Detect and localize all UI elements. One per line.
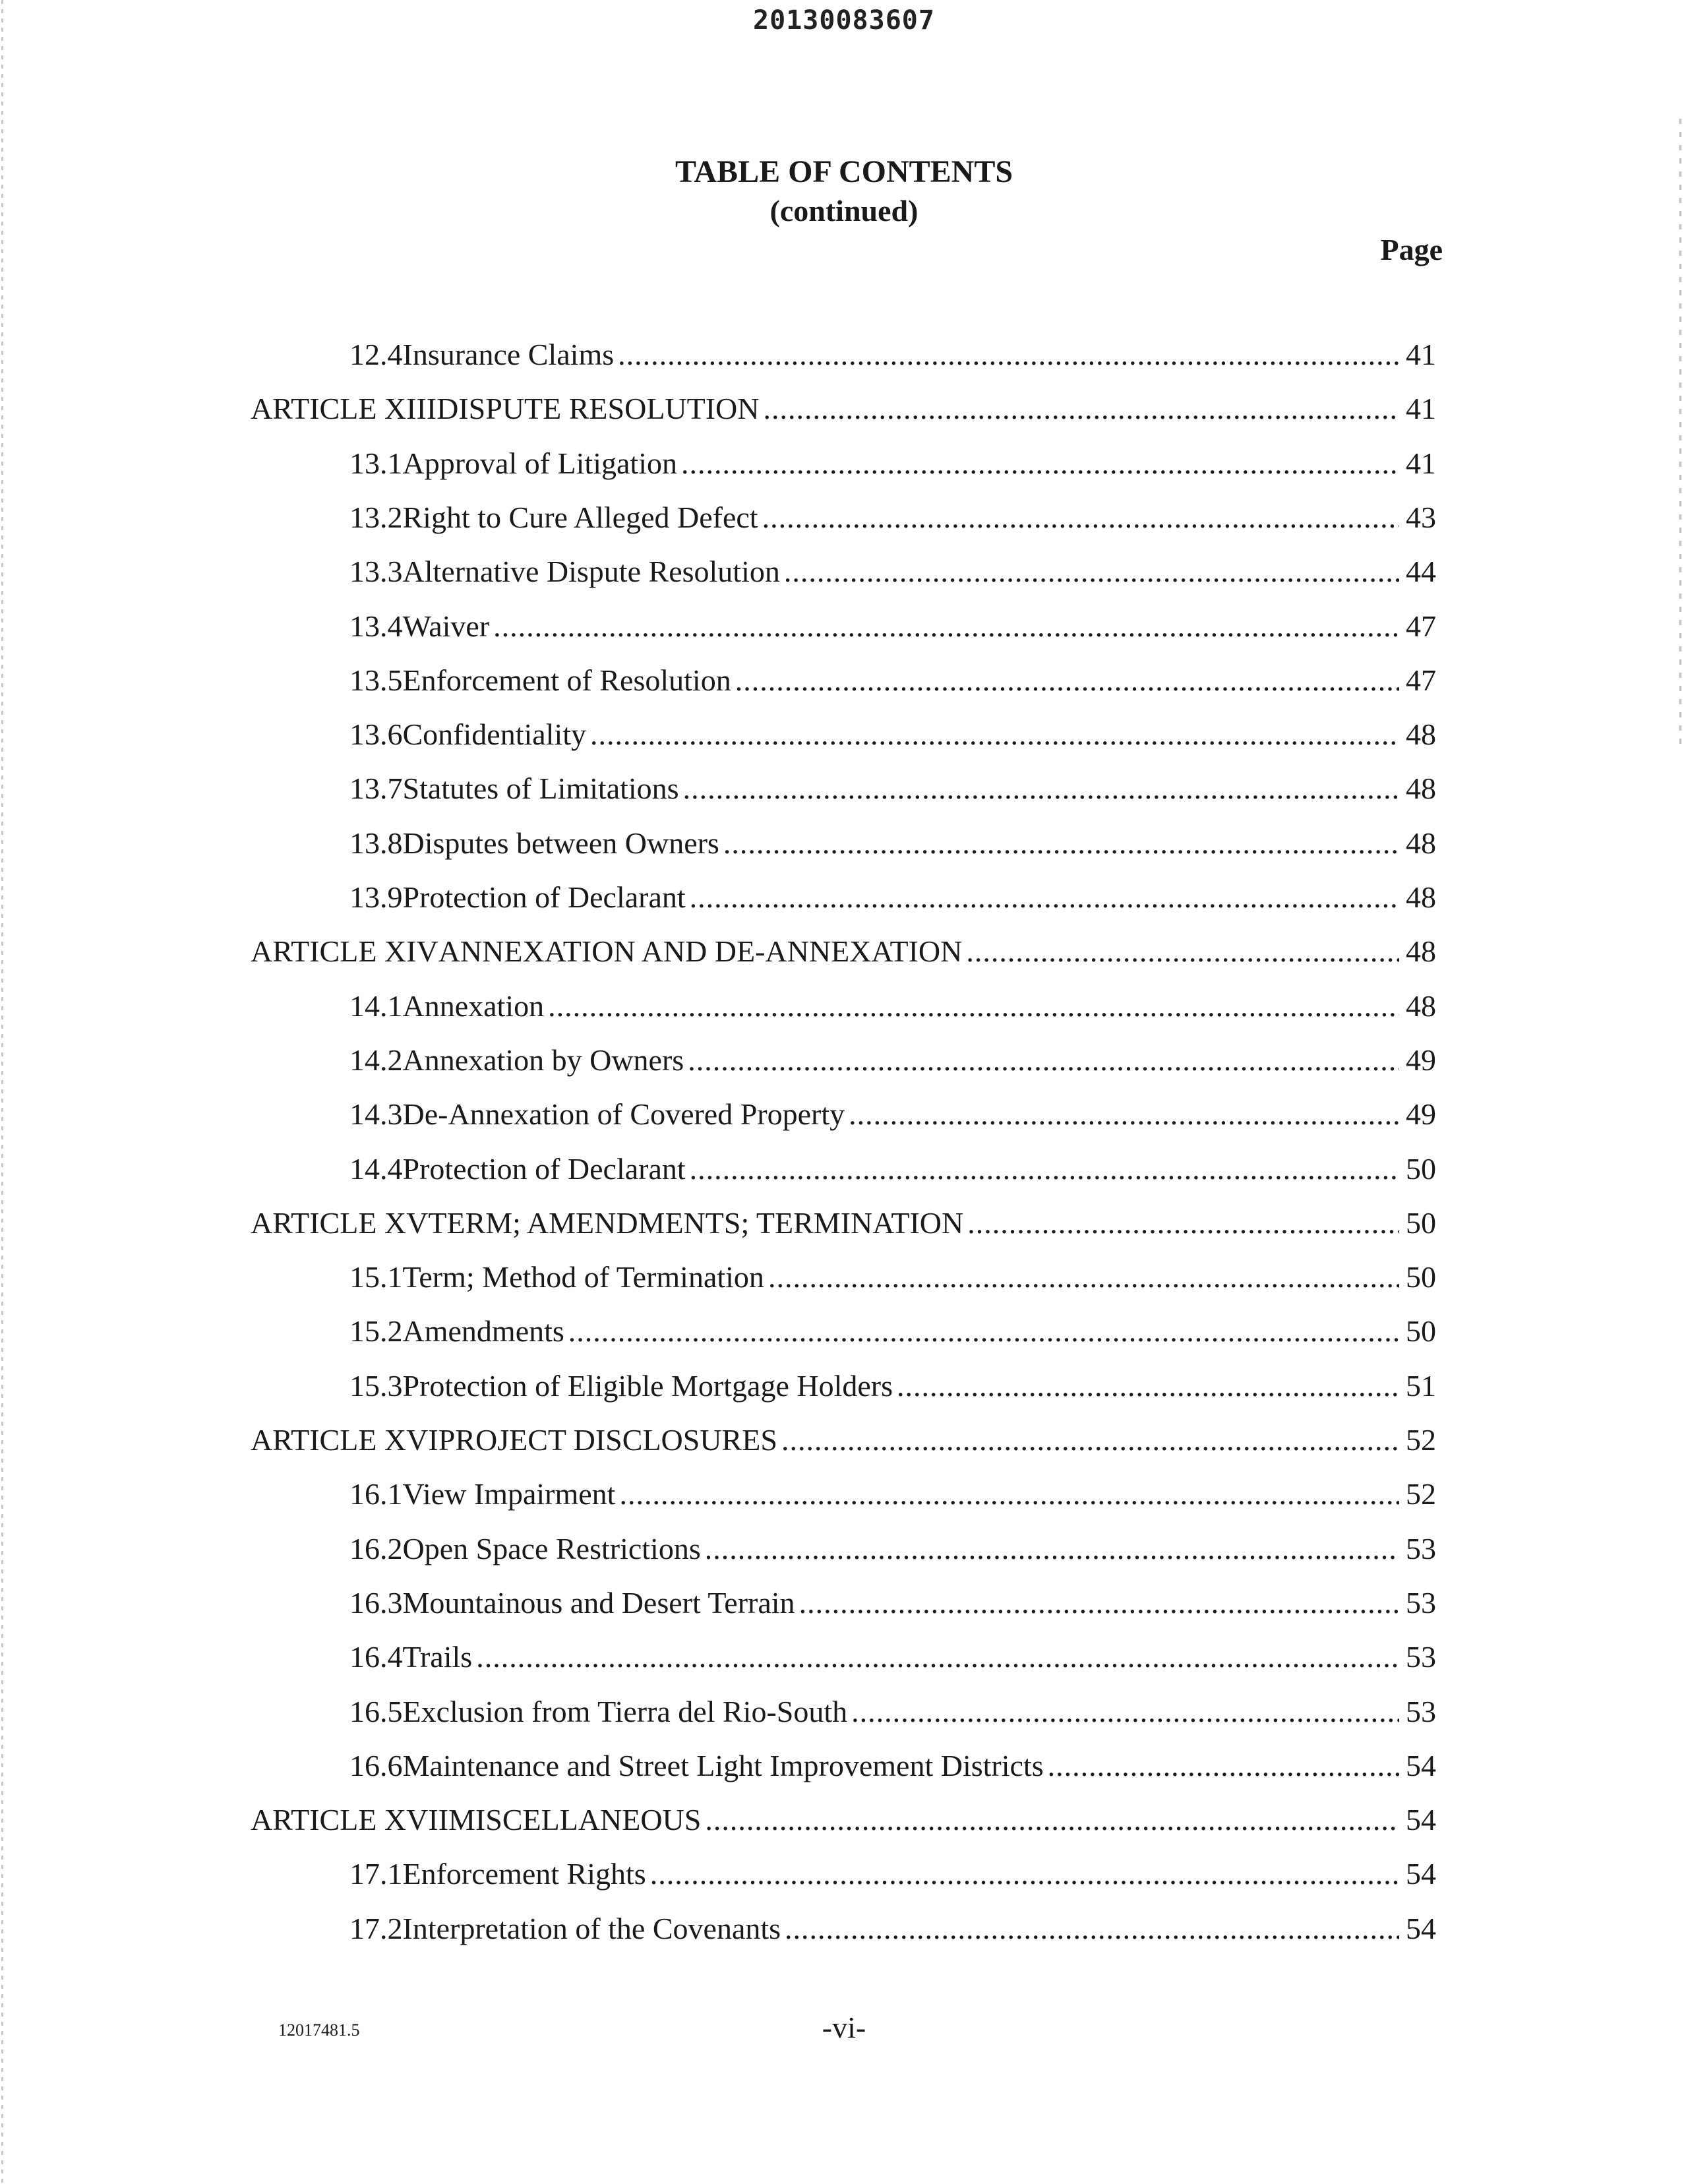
toc-section-row (349, 1909, 1436, 1949)
toc-entry-label: Alternative Dispute Resolution (402, 555, 780, 588)
toc-entry-label: Insurance Claims (402, 338, 615, 371)
toc-dot-leader (618, 335, 1399, 375)
toc-entry-page: 54 (1406, 1912, 1436, 1945)
toc-entry-number: ARTICLE XIII (251, 392, 437, 425)
page-title: TABLE OF CONTENTS (675, 154, 1013, 189)
toc-section-row (349, 1583, 1436, 1623)
toc-entry-page: 48 (1406, 989, 1436, 1023)
toc-entry-number: 13.6 (349, 717, 403, 751)
page-column-header: Page (1380, 233, 1443, 266)
toc-article-row (251, 389, 1436, 429)
toc-entry-label: Trails (402, 1640, 473, 1674)
toc-entry-number: 15.1 (349, 1260, 403, 1294)
toc-entry-page: 51 (1406, 1369, 1436, 1403)
toc-entry-label: Exclusion from Tierra del Rio-South (402, 1695, 848, 1728)
toc-entry-label: DISPUTE RESOLUTION (437, 392, 760, 425)
toc-entry-page: 50 (1406, 1206, 1436, 1240)
toc-section-row (349, 1366, 1436, 1406)
toc-entry-page: 48 (1406, 880, 1436, 914)
toc-entry-number: 14.3 (349, 1097, 403, 1131)
toc-dot-leader (690, 878, 1399, 917)
toc-dot-leader (548, 986, 1399, 1026)
toc-section-row (349, 1474, 1436, 1514)
toc-dot-leader (849, 1095, 1399, 1134)
toc-entry-label: Enforcement of Resolution (402, 663, 731, 697)
toc-entry-label: De-Annexation of Covered Property (402, 1097, 845, 1131)
toc-entry-number: 16.4 (349, 1640, 403, 1674)
toc-entry-number: 16.3 (349, 1586, 403, 1620)
toc-entry-number: ARTICLE XVII (251, 1803, 449, 1836)
toc-entry-page: 54 (1406, 1749, 1436, 1782)
document-id-stamp: 20130083607 (753, 5, 935, 36)
page-subtitle: (continued) (769, 194, 919, 228)
toc-dot-leader (762, 498, 1399, 537)
toc-section-row (349, 1312, 1436, 1351)
toc-article-row (251, 1420, 1436, 1460)
toc-section-row (349, 878, 1436, 917)
toc-entry-number: 16.5 (349, 1695, 403, 1728)
footer-page-number: -vi- (822, 2011, 866, 2044)
toc-entry-number: 13.9 (349, 880, 403, 914)
toc-entry-page: 53 (1406, 1640, 1436, 1674)
toc-entry-label: Confidentiality (402, 717, 587, 751)
toc-entry-page: 53 (1406, 1586, 1436, 1620)
toc-entry-number: 13.3 (349, 555, 403, 588)
toc-dot-leader (851, 1692, 1399, 1732)
toc-section-row (349, 1529, 1436, 1569)
toc-section-row (349, 824, 1436, 863)
toc-entry-page: 48 (1406, 717, 1436, 751)
toc-section-row (349, 552, 1436, 592)
toc-section-row (349, 607, 1436, 646)
toc-entry-page: 53 (1406, 1695, 1436, 1728)
toc-entry-number: ARTICLE XIV (251, 934, 438, 968)
toc-entry-page: 52 (1406, 1423, 1436, 1457)
toc-section-row (349, 1637, 1436, 1677)
toc-entry-number: 15.2 (349, 1314, 403, 1348)
toc-section-row (349, 769, 1436, 808)
toc-entry-page: 41 (1406, 446, 1436, 480)
toc-dot-leader (493, 607, 1399, 646)
toc-dot-leader (568, 1312, 1399, 1351)
toc-dot-leader (785, 1909, 1399, 1949)
toc-dot-leader (590, 715, 1399, 754)
toc-section-row (349, 715, 1436, 754)
toc-section-row (349, 986, 1436, 1026)
toc-section-row (349, 1095, 1436, 1134)
footer-doc-number: 12017481.5 (278, 2020, 360, 2040)
toc-entry-number: 14.4 (349, 1152, 403, 1186)
toc-entry-number: 14.2 (349, 1043, 403, 1077)
toc-entry-label: Open Space Restrictions (402, 1532, 701, 1565)
toc-entry-number: 15.3 (349, 1369, 403, 1403)
toc-entry-number: 12.4 (349, 338, 403, 371)
toc-section-row (349, 1041, 1436, 1080)
toc-entry-page: 41 (1406, 392, 1436, 425)
toc-entry-label: MISCELLANEOUS (448, 1803, 702, 1836)
toc-section-row (349, 661, 1436, 700)
toc-dot-leader (690, 1149, 1399, 1189)
toc-entry-number: 16.6 (349, 1749, 403, 1782)
toc-dot-leader (967, 1203, 1399, 1243)
toc-entry-number: 13.1 (349, 446, 403, 480)
toc-entry-number: 16.1 (349, 1477, 403, 1511)
toc-entry-label: TERM; AMENDMENTS; TERMINATION (428, 1206, 964, 1240)
toc-dot-leader (681, 444, 1399, 483)
toc-dot-leader (784, 552, 1399, 592)
toc-entry-number: 17.1 (349, 1857, 403, 1891)
toc-entry-number: 13.7 (349, 772, 403, 805)
toc-section-row (349, 1746, 1436, 1786)
toc-entry-page: 53 (1406, 1532, 1436, 1565)
toc-entry-label: Maintenance and Street Light Improvement Districts (402, 1749, 1044, 1782)
toc-dot-leader (688, 1041, 1399, 1080)
toc-article-row (251, 1800, 1436, 1840)
toc-entry-label: Waiver (402, 609, 490, 643)
toc-dot-leader (650, 1854, 1399, 1894)
toc-entry-page: 52 (1406, 1477, 1436, 1511)
toc-section-row (349, 444, 1436, 483)
toc-entry-label: Protection of Declarant (402, 1152, 686, 1186)
toc-dot-leader (897, 1366, 1399, 1406)
toc-entry-label: ANNEXATION AND DE-ANNEXATION (438, 934, 963, 968)
toc-section-row (349, 1692, 1436, 1732)
toc-dot-leader (705, 1529, 1399, 1569)
toc-entry-label: Enforcement Rights (402, 1857, 646, 1891)
toc-entry-page: 54 (1406, 1803, 1436, 1836)
toc-dot-leader (619, 1474, 1399, 1514)
toc-entry-number: 13.2 (349, 501, 403, 534)
toc-entry-page: 50 (1406, 1260, 1436, 1294)
toc-entry-label: Statutes of Limitations (402, 772, 679, 805)
toc-dot-leader (683, 769, 1399, 808)
toc-entry-page: 54 (1406, 1857, 1436, 1891)
toc-dot-leader (723, 824, 1399, 863)
toc-dot-leader (1048, 1746, 1399, 1786)
toc-section-row (349, 498, 1436, 537)
toc-entry-page: 49 (1406, 1097, 1436, 1131)
toc-entry-label: Disputes between Owners (402, 826, 719, 860)
toc-entry-label: PROJECT DISCLOSURES (438, 1423, 777, 1457)
toc-entry-page: 44 (1406, 555, 1436, 588)
toc-entry-label: Annexation by Owners (402, 1043, 684, 1077)
toc-entry-page: 41 (1406, 338, 1436, 371)
toc-entry-page: 48 (1406, 826, 1436, 860)
toc-entry-label: Annexation (402, 989, 545, 1023)
toc-entry-label: Amendments (402, 1314, 564, 1348)
toc-article-row (251, 1203, 1436, 1243)
toc-entry-number: 16.2 (349, 1532, 403, 1565)
toc-entry-page: 43 (1406, 501, 1436, 534)
toc-entry-number: 13.5 (349, 663, 403, 697)
toc-dot-leader (764, 389, 1400, 429)
toc-entry-page: 47 (1406, 663, 1436, 697)
toc-dot-leader (476, 1637, 1399, 1677)
toc-entry-number: 17.2 (349, 1912, 403, 1945)
toc-entry-page: 50 (1406, 1152, 1436, 1186)
toc-dot-leader (781, 1420, 1399, 1460)
toc-entry-page: 47 (1406, 609, 1436, 643)
toc-entry-number: 13.8 (349, 826, 403, 860)
toc-entry-label: Term; Method of Termination (402, 1260, 764, 1294)
toc-dot-leader (768, 1258, 1399, 1297)
toc-entry-number: ARTICLE XV (251, 1206, 429, 1240)
toc-dot-leader (735, 661, 1399, 700)
toc-entry-label: Protection of Eligible Mortgage Holders (402, 1369, 893, 1403)
toc-entry-number: 14.1 (349, 989, 403, 1023)
toc-entry-label: Approval of Litigation (402, 446, 677, 480)
toc-dot-leader (705, 1800, 1399, 1840)
toc-article-row (251, 932, 1436, 971)
toc-entry-number: 13.4 (349, 609, 403, 643)
toc-section-row (349, 335, 1436, 375)
toc-entry-page: 48 (1406, 772, 1436, 805)
toc-entry-number: ARTICLE XVI (251, 1423, 438, 1457)
toc-entry-label: Interpretation of the Covenants (402, 1912, 781, 1945)
toc-entry-label: View Impairment (402, 1477, 616, 1511)
toc-entry-page: 48 (1406, 934, 1436, 968)
toc-section-row (349, 1854, 1436, 1894)
toc-entry-page: 49 (1406, 1043, 1436, 1077)
toc-entry-label: Right to Cure Alleged Defect (402, 501, 758, 534)
toc-section-row (349, 1258, 1436, 1297)
toc-dot-leader (966, 932, 1399, 971)
toc-entry-label: Protection of Declarant (402, 880, 686, 914)
toc-section-row (349, 1149, 1436, 1189)
toc-entry-page: 50 (1406, 1314, 1436, 1348)
toc-entry-label: Mountainous and Desert Terrain (402, 1586, 795, 1620)
toc-dot-leader (799, 1583, 1399, 1623)
